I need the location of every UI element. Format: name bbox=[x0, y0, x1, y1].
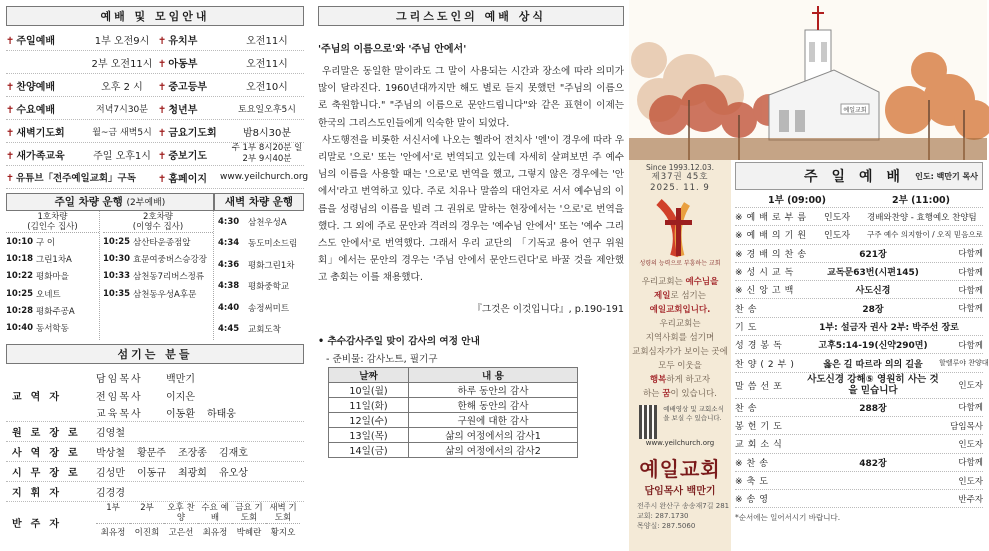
worship-leader: 인도: 백만기 목사 bbox=[915, 171, 978, 181]
schedule-row: ✝ 새가족교육 주일 오후1시 ✝ 중보기도 주 1부 8시20분 일 2부 9시40분 bbox=[6, 143, 303, 164]
cross-icon: ✝ bbox=[6, 35, 15, 47]
cross-icon: ✝ bbox=[6, 150, 15, 162]
order-row: 찬송 288장 다함께 bbox=[735, 399, 983, 417]
article-subtitle: '주님의 이름으로'와 '주님 안에서' bbox=[318, 44, 467, 55]
table-row: 12일(수) 구원에 대한 감사 bbox=[329, 412, 578, 427]
schedule-row: ✝ 유튜브「전주예일교회」구독 ✝ 홈페이지 www.yeilchurch.org bbox=[6, 166, 304, 189]
order-row: ※예배의기원 인도자 구주 예수 의지함이 / 오직 믿음으로 bbox=[735, 226, 983, 244]
dawn-column: 4:30 삼천우성A 4:34 동도미소드림 4:36 평화그린1차 4:38 평화중학교 4:40 송정써미트 4:45 교회도착 bbox=[218, 216, 298, 336]
schedule-row: ✝ 새벽기도회 월~금 새벽5시 ✝ 금요기도회 밤8시30분 bbox=[6, 120, 304, 143]
cross-icon: ✝ bbox=[6, 127, 15, 139]
article-citation: 『그것은 이것입니다』, p.190-191 bbox=[472, 303, 624, 315]
cross-icon: ✝ bbox=[6, 81, 15, 93]
table-row: 13일(목) 삶의 여정에서의 감사1 bbox=[329, 427, 578, 442]
schedule-row: ✝ 찬양예배 오후 2 시 ✝ 중고등부 오전10시 bbox=[6, 74, 304, 97]
schedule-table bbox=[6, 28, 309, 189]
dawn-car-title: 새벽 차량 운행 bbox=[214, 193, 304, 211]
car-schedule bbox=[6, 211, 304, 340]
servant-row: 원로장로 김영철 bbox=[6, 422, 304, 442]
website-link[interactable]: www.yeilchurch.org bbox=[645, 439, 715, 447]
servant-row: 교육목사 이동환 하태웅 bbox=[6, 404, 304, 422]
order-row: 성경봉독 고후5:14-19(신약290면) 다함께 bbox=[735, 336, 983, 354]
youtube-link[interactable]: 유튜브「전주예일교회」구독 bbox=[15, 173, 136, 184]
article-title: 그리스도인의 예배 상식 bbox=[318, 6, 624, 26]
schedule-row: ✝ 주일예배 1부 오전9시 ✝ 유치부 오전11시 bbox=[6, 28, 304, 51]
order-row: 말씀선포 사도신경 강해⑤ 영원히 사는 것을 믿습니다 인도자 bbox=[735, 373, 983, 399]
worship-title-box bbox=[735, 162, 983, 190]
homepage-link[interactable]: www.yeilchurch.org bbox=[220, 172, 309, 182]
car-headers bbox=[6, 193, 304, 211]
car1-column: 1호차량 (김인수 집사) 10:10 구 이 10:18 그린1차A 10:22 평화마을 10:25 오네트 10:28 평화주공A 10:40 동서학동 bbox=[6, 211, 100, 340]
servant-row: 지휘자 김경경 bbox=[6, 482, 304, 502]
servant-row: 시무장로 김성만 이동규 최광희 유오상 bbox=[6, 462, 304, 482]
church-logo bbox=[629, 194, 731, 268]
church-brand: 예일교회 bbox=[639, 457, 721, 481]
servant-row: 교역자 전임목사 이지은 bbox=[12, 391, 195, 403]
article-panel bbox=[312, 0, 628, 551]
order-row: ※신앙고백 사도신경 다함께 bbox=[735, 281, 983, 299]
cross-icon: ✝ bbox=[6, 173, 14, 184]
order-row: 교회소식 인도자 bbox=[735, 435, 983, 453]
servants-table bbox=[6, 368, 304, 542]
order-row: ※송영 반주자 bbox=[735, 490, 983, 508]
left-panel bbox=[0, 0, 310, 551]
svg-text:성령의 능력으로 부흥하는 교회: 성령의 능력으로 부흥하는 교회 bbox=[639, 260, 721, 267]
church-motto: 우리교회는 예수님을 제일로 섬기는 예일교회입니다. 우리교회는 지역사회를 섬기며 교회심자가가 보이는 곳에 모두 이웃을 행복하게 하고자 하는 꿈이 있습니다. bbox=[632, 277, 728, 399]
church-illustration bbox=[629, 0, 987, 160]
table-row: 14일(금) 삶의 여정에서의 감사2 bbox=[329, 442, 578, 457]
order-row: 찬양(2부) 옳은 길 따르라 의의 길을 할렐루야 찬양대 bbox=[735, 354, 983, 372]
order-row: ※축도 인도자 bbox=[735, 472, 983, 490]
cross-icon: ✝ bbox=[158, 127, 167, 139]
thanks-supplies: - 준비물: 감사노트, 필기구 bbox=[326, 353, 438, 365]
order-row: ※찬송 482장 다함께 bbox=[735, 454, 983, 472]
cross-icon: ✝ bbox=[158, 81, 167, 93]
cross-icon: ✝ bbox=[158, 58, 167, 70]
schedule-title: 예배 및 모임안내 bbox=[6, 6, 304, 26]
order-row: 기도 1부: 설금자 권사 2부: 박주선 장로 bbox=[735, 318, 983, 336]
article-body: 우리말은 동일한 말이라도 그 말이 사용되는 시간과 장소에 따라 의미가 많이 달라진다. 1960년대까지만 해도 별로 듣지 못했던 "주님의 이름으로 축원합니다." "주님의 이름으로 문안드립니다"와 같은 표현이 이제는 한국의 그리스도인들에게 익숙한 말이 되었다. 사도행전을 비롯한 서신서에 나오는 헬라어 전치사 '엔'이 경우에 따라 우리말로 '으로' 또는 '안에서'로 번역되고 있는데 자세히 살펴보면 주 예수님의 이름을 사용할 때는 '으로'로 번역을 했고, 그렇지 않은 경우에는 '안에서'라고 번역하고 있다. 주로 치유나 말씀의 대언자로 서서 예수님의 이름을 성령님의 이름을 빌려 그 권위로 말하는 현장에서는 '으로'로 번역을 했다. 그 외에 주로 문안과 격려의 경우는 '예수님 안에서' 또는 '예수 그리스도 안에서'로 번역했다. 그래서 우리 교단의 「기독교 용어 연구 위원회」에서는 문안의 경우는 '주님 안에서 문안드린다'로 바꿀 것을 제안했고 총회는 이를 채용했다. bbox=[318, 66, 624, 284]
cross-icon: ✝ bbox=[158, 150, 167, 162]
table-row: 10일(월) 하루 동안의 감사 bbox=[329, 382, 578, 397]
cross-icon: ✝ bbox=[6, 104, 15, 116]
standing-note: *순서에는 일어서시기 바랍니다. bbox=[735, 513, 841, 523]
cross-icon: ✝ bbox=[158, 35, 167, 47]
schedule-row: ✝ 수요예배 저녁7시30분 ✝ 청년부 토요일오후5시 bbox=[6, 97, 304, 120]
side-panel: Since 1993.12.03. 제37권 45호 2025. 11. 9 성령의 능력으로 부흥하는 교회 우리교회는 예수님을 제일로 섬기는 예일교회입니다. 우리교회는 지역사회를 섬기며 교회심자가가 보이는 곳에 모두 이웃을 행복하게 하고자 하는 꿈이 있습니다. 예배영상 및 교회소식을 보실 수 있습니다. www.yeilchurch.org 예일교회 담임목사 백만기 전주시 완산구 송송재7길 281 교회: 287.1730 목양실: 287.5060 bbox=[629, 160, 731, 551]
table-row: 11일(화) 한해 동안의 감사 bbox=[329, 397, 578, 412]
church-address: 전주시 완산구 송송재7길 281 교회: 287.1730 목양실: 287.5060 bbox=[637, 502, 730, 530]
car2-column: 2호차량 (이영수 집사) 10:25 삼산타운종점앞 10:30 효문여중버스승강장 10:33 삼천동7리버스정류 10:35 삼천동우성A후문 bbox=[100, 211, 214, 340]
order-row: ※성시교독 교독문63번(시편145) 다함께 bbox=[735, 263, 983, 281]
order-row: ※경배의찬송 621장 다함께 bbox=[735, 245, 983, 263]
service-times: 1부 (09:00) 2부 (11:00) bbox=[735, 190, 983, 208]
servant-row: 사역장로 박상철 황문주 조장종 김재호 bbox=[6, 442, 304, 462]
accompanist-row: 반주자 1부 최유정 2부 이진희 오후 찬양 고은선 수요 예배 최유정 금요 기도회 박혜란 새벽 기도회 황지오 bbox=[6, 502, 304, 542]
thanks-table: 날짜 내 용 10일(월) 하루 동안의 감사 11일(화) 한해 동안의 감사 12일(수) 구원에 대한 감사 13일(목) 삶의 여정에서의 감사1 14일(금) 삶의 여정에서의 감사2 bbox=[328, 367, 578, 458]
order-row: ※예배로부름 인도자 경배와찬양 - 효행예오 찬양팀 bbox=[735, 208, 983, 226]
sunday-car-title: 주일 차량 운행 (2부예배) bbox=[6, 193, 214, 211]
order-row: 봉헌기도 담임목사 bbox=[735, 417, 983, 435]
worship-order-panel bbox=[731, 160, 987, 551]
cross-icon: ✝ bbox=[158, 173, 167, 185]
order-row: 찬송 28장 다함께 bbox=[735, 299, 983, 317]
order-list bbox=[735, 208, 989, 508]
cover-illustration bbox=[629, 0, 987, 160]
schedule-row: 2부 오전11시 ✝ 아동부 오전11시 bbox=[6, 51, 304, 74]
church-sign: 예일교회 bbox=[843, 107, 867, 114]
worship-title: 주일예배 bbox=[803, 169, 915, 185]
qr-code[interactable] bbox=[639, 405, 657, 439]
cross-icon: ✝ bbox=[158, 104, 167, 116]
servant-row: 담임목사 백만기 bbox=[96, 373, 195, 385]
servants-title: 섬기는 분들 bbox=[6, 344, 304, 364]
thanks-title: • 추수감사주일 맞이 감사의 여정 안내 bbox=[318, 335, 480, 347]
